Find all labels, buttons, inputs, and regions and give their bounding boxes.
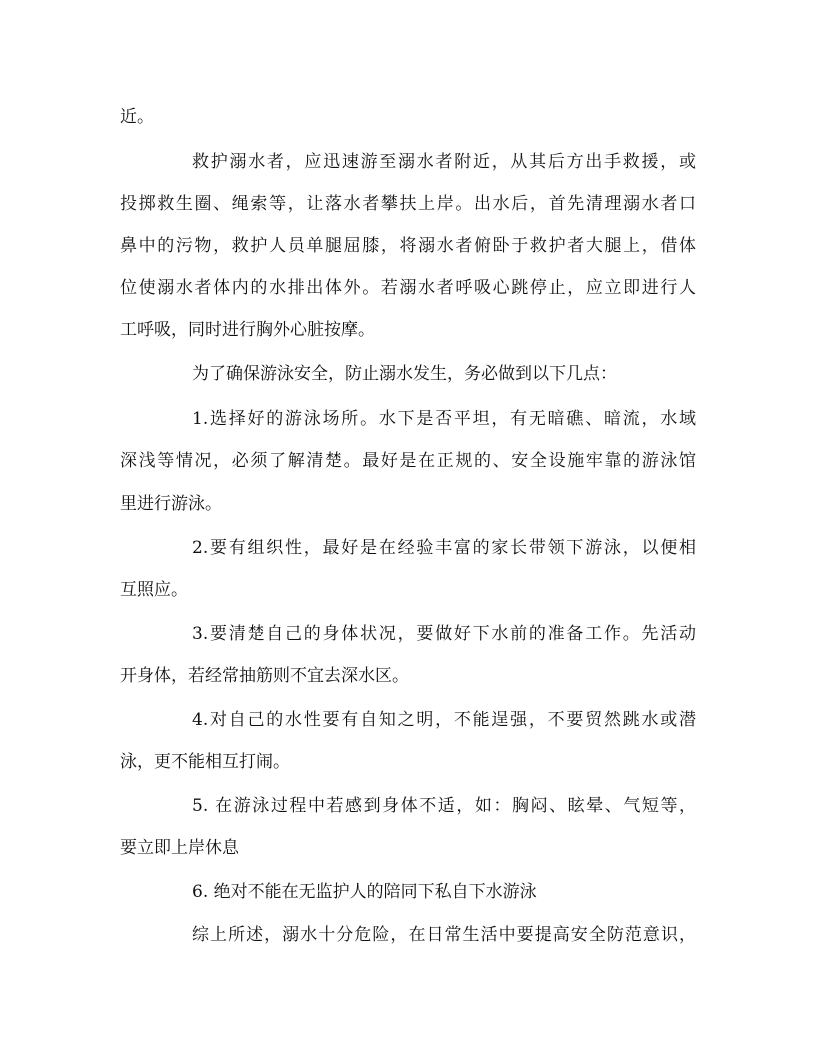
list-item-4-line: 4.对自己的水性要有自知之明，不能逞强，不要贸然跳水或潜 xyxy=(192,710,696,730)
list-item-5-line: 5. 在游泳过程中若感到身体不适，如：胸闷、眩晕、气短等， xyxy=(192,796,696,816)
text-line: 要立即上岸休息 xyxy=(120,838,239,858)
text-line: 近。 xyxy=(120,107,154,127)
text-line: 投掷救生圈、绳索等，让落水者攀扶上岸。出水后，首先清理溺水者口 xyxy=(120,194,696,214)
list-item-6-line: 6. 绝对不能在无监护人的陪同下私自下水游泳 xyxy=(192,882,537,902)
paragraph-first-line: 救护溺水者，应迅速游至溺水者附近，从其后方出手救援，或 xyxy=(192,152,696,172)
paragraph-first-line: 为了确保游泳安全，防止溺水发生，务必做到以下几点： xyxy=(192,364,617,384)
text-line: 开身体，若经常抽筋则不宜去深水区。 xyxy=(120,666,409,686)
paragraph-first-line: 综上所述，溺水十分危险，在日常生活中要提高安全防范意识， xyxy=(192,925,696,945)
text-line: 泳，更不能相互打闹。 xyxy=(120,752,290,772)
text-line: 工呼吸，同时进行胸外心脏按摩。 xyxy=(120,320,375,340)
list-item-3-line: 3.要清楚自己的身体状况，要做好下水前的准备工作。先活动 xyxy=(192,624,696,644)
text-line: 里进行游泳。 xyxy=(120,494,222,514)
text-line: 深浅等情况，必须了解清楚。最好是在正规的、安全设施牢靠的游泳馆 xyxy=(120,451,696,471)
list-item-2-line: 2.要有组织性，最好是在经验丰富的家长带领下游泳，以便相 xyxy=(192,538,696,558)
text-line: 位使溺水者体内的水排出体外。若溺水者呼吸心跳停止，应立即进行人 xyxy=(120,278,696,298)
text-line: 互照应。 xyxy=(120,580,188,600)
list-item-1-line: 1.选择好的游泳场所。水下是否平坦，有无暗礁、暗流，水域 xyxy=(192,409,696,429)
text-line: 鼻中的污物，救护人员单腿屈膝，将溺水者俯卧于救护者大腿上，借体 xyxy=(120,236,696,256)
